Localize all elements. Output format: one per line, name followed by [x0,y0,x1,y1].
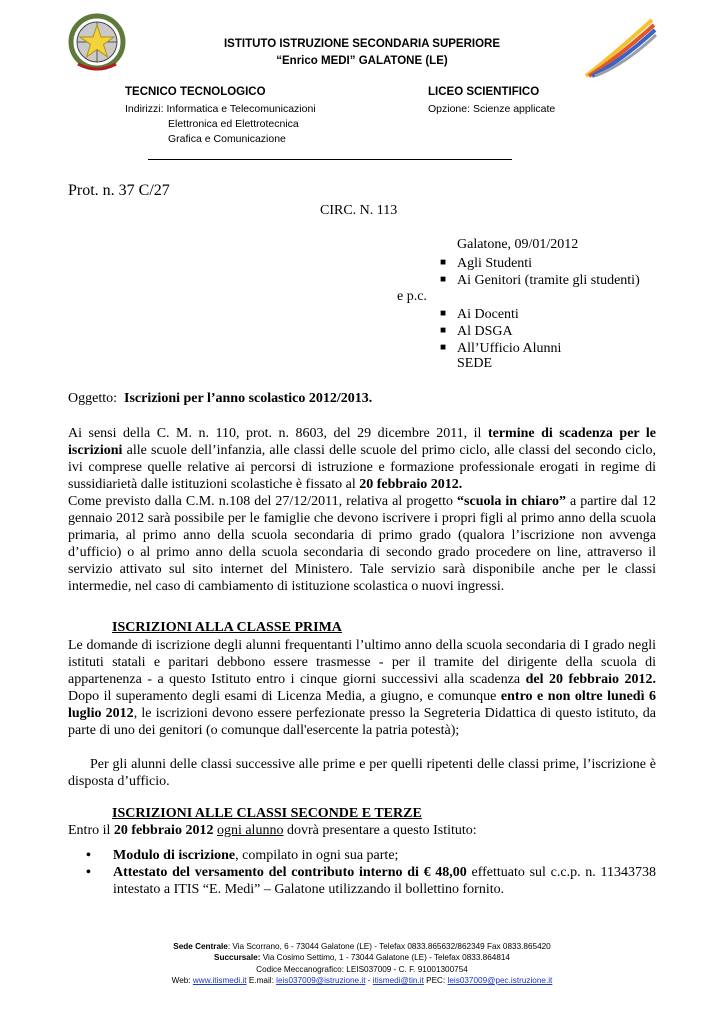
indirizzo-line: Elettronica ed Elettrotecnica [168,118,299,130]
recipient-item: ■ Ai Docenti [440,307,519,322]
square-bullet-icon: ■ [440,342,447,353]
paragraph: Per gli alunni delle classi successive alle prime e per quelli ripetenti delle classi prime, l’iscrizione è disposta d’ufficio. [68,757,656,790]
square-bullet-icon: ■ [440,308,447,319]
indirizzo-line: Grafica e Comunicazione [168,133,286,145]
paragraph: Le domande di iscrizione degli alunni frequentanti l’ultimo anno della scuola secondaria di I grado negli istituti statali e paritari debbono essere trasmesse - per il tramite del dirigente della scuola di appartenenza - a questo Istituto entro i cinque giorni successivi alla scadenza del 20 febbraio 2012. Dopo il superamento degli esami di Licenza Media, a giugno, e comunque entro e non oltre lunedì 6 luglio 2012, le iscrizioni devono essere perfezionate presso la Segreteria Didattica di questo istituto, da parte di uno dei genitori (o comunque dall'esercente la patria potestà); [68,638,656,739]
tecnico-title: TECNICO TECNOLOGICO [125,86,266,98]
school-logo-icon [582,16,658,80]
recipient-item: ■ All’Ufficio Alunni [440,341,562,356]
institute-subtitle: “Enrico MEDI” GALATONE (LE) [276,55,448,67]
footer-sede: Sede Centrale: Via Scorrano, 6 - 73044 Galatone (LE) - Telefax 0833.865632/862349 Fax 0833.865420 [173,942,551,951]
list-item: • Attestato del versamento del contributo interno di € 48,00 effettuato sul c.c.p. n. 11343738 intestato a ITIS “E. Medi” – Galatone utilizzando il bollettino fornito. [86,865,656,897]
email-link[interactable]: itismedi@tin.it [372,975,424,985]
bullet-icon: • [86,848,91,863]
place-date: Galatone, 09/01/2012 [457,237,579,252]
liceo-title: LICEO SCIENTIFICO [428,86,540,98]
header-divider [148,159,512,160]
recipient-item: ■ Agli Studenti [440,256,533,271]
protocol-number: Prot. n. 37 C/27 [68,182,170,199]
cc-label: e p.c. [397,289,427,304]
paragraph: Entro il 20 febbraio 2012 ogni alunno dovrà presentare a questo Istituto: [68,823,477,838]
footer [62,941,662,986]
recipient-location: SEDE [457,356,492,371]
republic-emblem-icon [66,12,128,76]
circular-number: CIRC. N. 113 [320,203,398,218]
subject-line: Oggetto: Iscrizioni per l’anno scolastico 2012/2013. [68,391,373,406]
recipient-item: ■ Ai Genitori (tramite gli studenti) [440,273,640,288]
paragraph: Ai sensi della C. M. n. 110, prot. n. 8603, del 29 dicembre 2011, il termine di scadenza per le iscrizioni alle scuole dell’infanzia, alle classi delle scuole del primo ciclo, alle classi del secondo ciclo, ivi comprese quelle relative ai percorsi di istruzione e formazione professionale erogati in regime di sussidiarietà dalle istituzioni scolastiche è fissato al 20 febbraio 2012. [68,426,656,493]
liceo-option: Opzione: Scienze applicate [428,103,556,115]
square-bullet-icon: ■ [440,274,447,285]
square-bullet-icon: ■ [440,325,447,336]
bullet-icon: • [86,865,91,880]
institute-name: ISTITUTO ISTRUZIONE SECONDARIA SUPERIORE [223,38,501,50]
list-item: • Modulo di iscrizione, compilato in ogni sua parte; [86,848,399,863]
email-link[interactable]: leis037009@istruzione.it [276,975,366,985]
footer-codes: Codice Meccanografico: LEIS037009 - C. F. 91001300754 [256,964,468,974]
square-bullet-icon: ■ [440,257,447,268]
footer-succursale: Succursale: Via Cosimo Settimo, 1 - 73044 Galatone (LE) - Telefax 0833.864814 [214,953,510,963]
web-link[interactable]: www.itismedi.it [192,975,247,985]
pec-link[interactable]: leis037009@pec.istruzione.it [447,975,553,985]
paragraph: Come previsto dalla C.M. n.108 del 27/12/2011, relativa al progetto “scuola in chiaro” a partire dal 12 gennaio 2012 sarà possibile per le famiglie che devono iscrivere i propri figli al primo anno della scuola primaria, al primo anno della scuola secondaria di primo grado (qualora l’iscrizione non avvenga d’ufficio) o al primo anno della scuola secondaria di secondo grado procedere on line, attraverso il servizio attivato sul sito internet del Ministero. Tale servizio sarà disponibile anche per le classi intermedie, nel caso di cambiamento di istituzione scolastica o nuovi ingressi. [68,494,656,595]
footer-contacts: Web: www.itismedi.it E.mail: leis037009@istruzione.it - itismedi@tin.it PEC: leis037009@pec.istruzione.it [171,975,553,985]
indirizzo-line: Indirizzi: Informatica e Telecomunicazioni [125,103,316,115]
section-heading: ISCRIZIONI ALLA CLASSE PRIMA [112,620,342,635]
recipient-item: ■ Al DSGA [440,324,513,339]
section-heading: ISCRIZIONI ALLE CLASSI SECONDE E TERZE [112,806,422,821]
